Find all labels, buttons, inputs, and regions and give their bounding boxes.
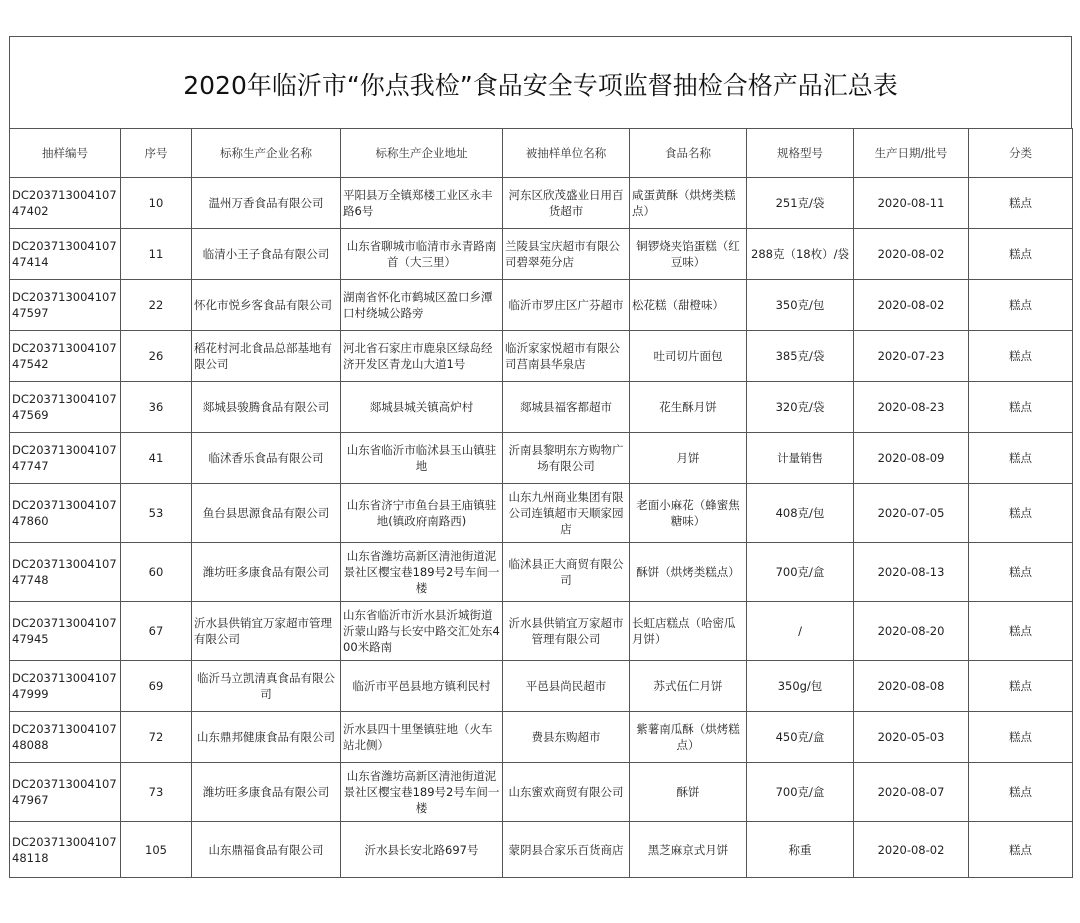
- table-row: [10, 280, 1073, 331]
- cell-spec: 408克/包: [747, 484, 854, 543]
- cell-spec: 450克/盒: [747, 712, 854, 763]
- cell-sample-id: DC20371300410747860: [10, 484, 121, 543]
- cell-sampled-unit: 沂水县供销宜万家超市管理有限公司: [503, 602, 630, 661]
- cell-category: 糕点: [969, 484, 1073, 543]
- cell-sampled-unit: 蒙阴县合家乐百货商店: [503, 822, 630, 878]
- cell-sample-id: DC20371300410748118: [10, 822, 121, 878]
- cell-category: 糕点: [969, 661, 1073, 712]
- table-row: [10, 543, 1073, 602]
- cell-manufacturer: 临沂马立凯清真食品有限公司: [192, 661, 341, 712]
- cell-category: 糕点: [969, 178, 1073, 229]
- column-header-production-date: 生产日期/批号: [854, 129, 969, 178]
- cell-food-name: 咸蛋黄酥（烘烤类糕点）: [630, 178, 747, 229]
- cell-manufacturer: 怀化市悦乡客食品有限公司: [192, 280, 341, 331]
- cell-spec: 350g/包: [747, 661, 854, 712]
- cell-manufacturer: 潍坊旺多康食品有限公司: [192, 763, 341, 822]
- column-header-category: 分类: [969, 129, 1073, 178]
- cell-food-name: 长虹店糕点（哈密瓜月饼）: [630, 602, 747, 661]
- cell-production-date: 2020-08-11: [854, 178, 969, 229]
- cell-sampled-unit: 沂南县黎明东方购物广场有限公司: [503, 433, 630, 484]
- cell-food-name: 花生酥月饼: [630, 382, 747, 433]
- cell-food-name: 老面小麻花（蜂蜜焦糖味）: [630, 484, 747, 543]
- cell-address: 沂水县四十里堡镇驻地（火车站北侧）: [341, 712, 503, 763]
- table-row: [10, 822, 1073, 878]
- cell-category: 糕点: [969, 229, 1073, 280]
- cell-sampled-unit: 山东九州商业集团有限公司连镇超市天顺家园店: [503, 484, 630, 543]
- cell-seq: 11: [121, 229, 192, 280]
- column-header-sampled-unit: 被抽样单位名称: [503, 129, 630, 178]
- cell-category: 糕点: [969, 331, 1073, 382]
- cell-manufacturer: 沂水县供销宜万家超市管理有限公司: [192, 602, 341, 661]
- cell-seq: 10: [121, 178, 192, 229]
- cell-manufacturer: 潍坊旺多康食品有限公司: [192, 543, 341, 602]
- table-header-row: [10, 129, 1073, 178]
- cell-sample-id: DC20371300410747402: [10, 178, 121, 229]
- cell-spec: 称重: [747, 822, 854, 878]
- cell-sample-id: DC20371300410747945: [10, 602, 121, 661]
- cell-production-date: 2020-08-07: [854, 763, 969, 822]
- cell-spec: 288克（18枚）/袋: [747, 229, 854, 280]
- cell-spec: 700克/盒: [747, 763, 854, 822]
- cell-seq: 41: [121, 433, 192, 484]
- cell-spec: 251克/袋: [747, 178, 854, 229]
- column-header-spec: 规格型号: [747, 129, 854, 178]
- cell-seq: 26: [121, 331, 192, 382]
- cell-sampled-unit: 山东蜜欢商贸有限公司: [503, 763, 630, 822]
- cell-seq: 53: [121, 484, 192, 543]
- cell-category: 糕点: [969, 433, 1073, 484]
- cell-spec: 350克/包: [747, 280, 854, 331]
- cell-sampled-unit: 平邑县尚民超市: [503, 661, 630, 712]
- cell-sample-id: DC20371300410747967: [10, 763, 121, 822]
- cell-category: 糕点: [969, 602, 1073, 661]
- cell-spec: 700克/盒: [747, 543, 854, 602]
- table-row: [10, 382, 1073, 433]
- cell-spec: 385克/袋: [747, 331, 854, 382]
- cell-address: 山东省临沂市临沭县玉山镇驻地: [341, 433, 503, 484]
- cell-address: 山东省潍坊高新区清池街道泥景社区樱宝巷189号2号车间一楼: [341, 543, 503, 602]
- cell-production-date: 2020-08-02: [854, 822, 969, 878]
- cell-spec: 计量销售: [747, 433, 854, 484]
- cell-address: 山东省聊城市临清市永青路南首（大三里）: [341, 229, 503, 280]
- cell-food-name: 黑芝麻京式月饼: [630, 822, 747, 878]
- cell-food-name: 吐司切片面包: [630, 331, 747, 382]
- cell-food-name: 松花糕（甜橙味）: [630, 280, 747, 331]
- cell-production-date: 2020-08-23: [854, 382, 969, 433]
- cell-food-name: 苏式伍仁月饼: [630, 661, 747, 712]
- table-row: [10, 331, 1073, 382]
- cell-spec: /: [747, 602, 854, 661]
- cell-seq: 105: [121, 822, 192, 878]
- cell-manufacturer: 临清小王子食品有限公司: [192, 229, 341, 280]
- cell-address: 平阳县万全镇郑楼工业区永丰路6号: [341, 178, 503, 229]
- cell-sampled-unit: 河东区欣茂盛业日用百货超市: [503, 178, 630, 229]
- cell-spec: 320克/袋: [747, 382, 854, 433]
- cell-sample-id: DC20371300410747542: [10, 331, 121, 382]
- table-row: [10, 661, 1073, 712]
- cell-food-name: 酥饼: [630, 763, 747, 822]
- cell-manufacturer: 温州万香食品有限公司: [192, 178, 341, 229]
- cell-address: 山东省潍坊高新区清池街道泥景社区樱宝巷189号2号车间一楼: [341, 763, 503, 822]
- cell-sampled-unit: 兰陵县宝庆超市有限公司碧翠苑分店: [503, 229, 630, 280]
- cell-production-date: 2020-08-20: [854, 602, 969, 661]
- cell-sampled-unit: 临沭县正大商贸有限公司: [503, 543, 630, 602]
- cell-sampled-unit: 临沂市罗庄区广芬超市: [503, 280, 630, 331]
- cell-manufacturer: 鱼台县思源食品有限公司: [192, 484, 341, 543]
- cell-sample-id: DC20371300410747597: [10, 280, 121, 331]
- cell-sampled-unit: 郯城县福客都超市: [503, 382, 630, 433]
- cell-address: 临沂市平邑县地方镇利民村: [341, 661, 503, 712]
- cell-food-name: 紫薯南瓜酥（烘烤糕点）: [630, 712, 747, 763]
- table-row: [10, 602, 1073, 661]
- column-header-manufacturer: 标称生产企业名称: [192, 129, 341, 178]
- cell-food-name: 月饼: [630, 433, 747, 484]
- table-row: [10, 712, 1073, 763]
- cell-seq: 60: [121, 543, 192, 602]
- cell-production-date: 2020-08-02: [854, 229, 969, 280]
- summary-sheet: [9, 36, 1072, 878]
- cell-sample-id: DC20371300410748088: [10, 712, 121, 763]
- qualified-products-table: [9, 128, 1073, 878]
- cell-production-date: 2020-08-08: [854, 661, 969, 712]
- table-row: [10, 763, 1073, 822]
- cell-seq: 67: [121, 602, 192, 661]
- cell-sample-id: DC20371300410747747: [10, 433, 121, 484]
- column-header-food-name: 食品名称: [630, 129, 747, 178]
- cell-address: 山东省临沂市沂水县沂城街道沂蒙山路与长安中路交汇处东400米路南: [341, 602, 503, 661]
- cell-address: 郯城县城关镇高炉村: [341, 382, 503, 433]
- column-header-manufacturer-address: 标称生产企业地址: [341, 129, 503, 178]
- cell-sample-id: DC20371300410747748: [10, 543, 121, 602]
- cell-sample-id: DC20371300410747414: [10, 229, 121, 280]
- cell-sample-id: DC20371300410747569: [10, 382, 121, 433]
- cell-sample-id: DC20371300410747999: [10, 661, 121, 712]
- cell-sampled-unit: 费县东购超市: [503, 712, 630, 763]
- cell-category: 糕点: [969, 543, 1073, 602]
- cell-manufacturer: 临沭香乐食品有限公司: [192, 433, 341, 484]
- cell-address: 河北省石家庄市鹿泉区绿岛经济开发区青龙山大道1号: [341, 331, 503, 382]
- table-row: [10, 229, 1073, 280]
- cell-production-date: 2020-07-05: [854, 484, 969, 543]
- cell-seq: 36: [121, 382, 192, 433]
- cell-manufacturer: 山东鼎邦健康食品有限公司: [192, 712, 341, 763]
- cell-category: 糕点: [969, 763, 1073, 822]
- cell-production-date: 2020-07-23: [854, 331, 969, 382]
- cell-manufacturer: 郯城县骏腾食品有限公司: [192, 382, 341, 433]
- cell-production-date: 2020-08-02: [854, 280, 969, 331]
- cell-address: 山东省济宁市鱼台县王庙镇驻地(镇政府南路西): [341, 484, 503, 543]
- column-header-seq: 序号: [121, 129, 192, 178]
- cell-category: 糕点: [969, 822, 1073, 878]
- cell-category: 糕点: [969, 712, 1073, 763]
- cell-manufacturer: 山东鼎福食品有限公司: [192, 822, 341, 878]
- cell-manufacturer: 稻花村河北食品总部基地有限公司: [192, 331, 341, 382]
- table-row: [10, 433, 1073, 484]
- column-header-sample-id: 抽样编号: [10, 129, 121, 178]
- cell-category: 糕点: [969, 382, 1073, 433]
- cell-seq: 69: [121, 661, 192, 712]
- cell-seq: 72: [121, 712, 192, 763]
- cell-address: 沂水县长安北路697号: [341, 822, 503, 878]
- cell-production-date: 2020-08-13: [854, 543, 969, 602]
- cell-seq: 22: [121, 280, 192, 331]
- cell-seq: 73: [121, 763, 192, 822]
- cell-production-date: 2020-08-09: [854, 433, 969, 484]
- cell-category: 糕点: [969, 280, 1073, 331]
- cell-food-name: 酥饼（烘烤类糕点）: [630, 543, 747, 602]
- table-row: [10, 484, 1073, 543]
- cell-food-name: 铜锣烧夹馅蛋糕（红豆味）: [630, 229, 747, 280]
- cell-address: 湖南省怀化市鹤城区盈口乡潭口村绕城公路旁: [341, 280, 503, 331]
- cell-sampled-unit: 临沂家家悦超市有限公司莒南县华泉店: [503, 331, 630, 382]
- document-title: 2020年临沂市“你点我检”食品安全专项监督抽检合格产品汇总表: [9, 36, 1072, 128]
- table-row: [10, 178, 1073, 229]
- cell-production-date: 2020-05-03: [854, 712, 969, 763]
